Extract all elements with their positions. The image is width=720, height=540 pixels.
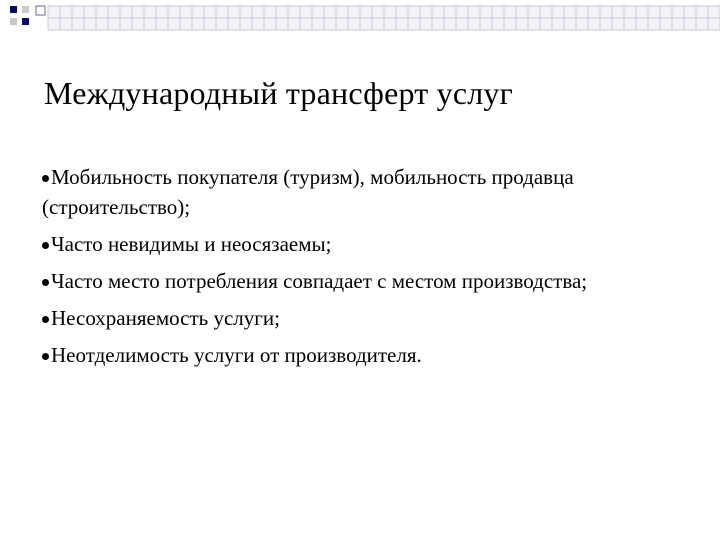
bullet-dot-icon (42, 175, 49, 182)
decor-grid-strip (48, 6, 720, 30)
bullet-text: Мобильность покупателя (туризм), мобильность продавца (строительство); (42, 165, 574, 219)
bullet-text: Часто место потребления совпадает с местом производства; (51, 269, 588, 293)
decor-navy-square-2 (22, 18, 29, 25)
bullet-text: Часто невидимы и неосязаемы; (51, 232, 332, 256)
bullet-item (42, 303, 682, 333)
slide-title: Международный трансферт услуг (44, 75, 513, 111)
decor-outline-square (36, 6, 45, 15)
bullet-item (42, 340, 682, 370)
decor-gray-square-2 (10, 18, 17, 25)
bullet-text: Неотделимость услуги от производителя. (51, 343, 422, 367)
bullet-dot-icon (42, 242, 49, 249)
bullet-dot-icon (42, 279, 49, 286)
bullet-list (42, 162, 682, 377)
bullet-text: Несохраняемость услуги; (51, 306, 280, 330)
bullet-item (42, 229, 682, 259)
bullet-item (42, 162, 682, 222)
decor-navy-square-1 (10, 6, 17, 13)
bullet-dot-icon (42, 316, 49, 323)
decor-gray-square-1 (22, 6, 29, 13)
decorative-header-graphic (0, 0, 720, 40)
bullet-dot-icon (42, 353, 49, 360)
bullet-item (42, 266, 682, 296)
